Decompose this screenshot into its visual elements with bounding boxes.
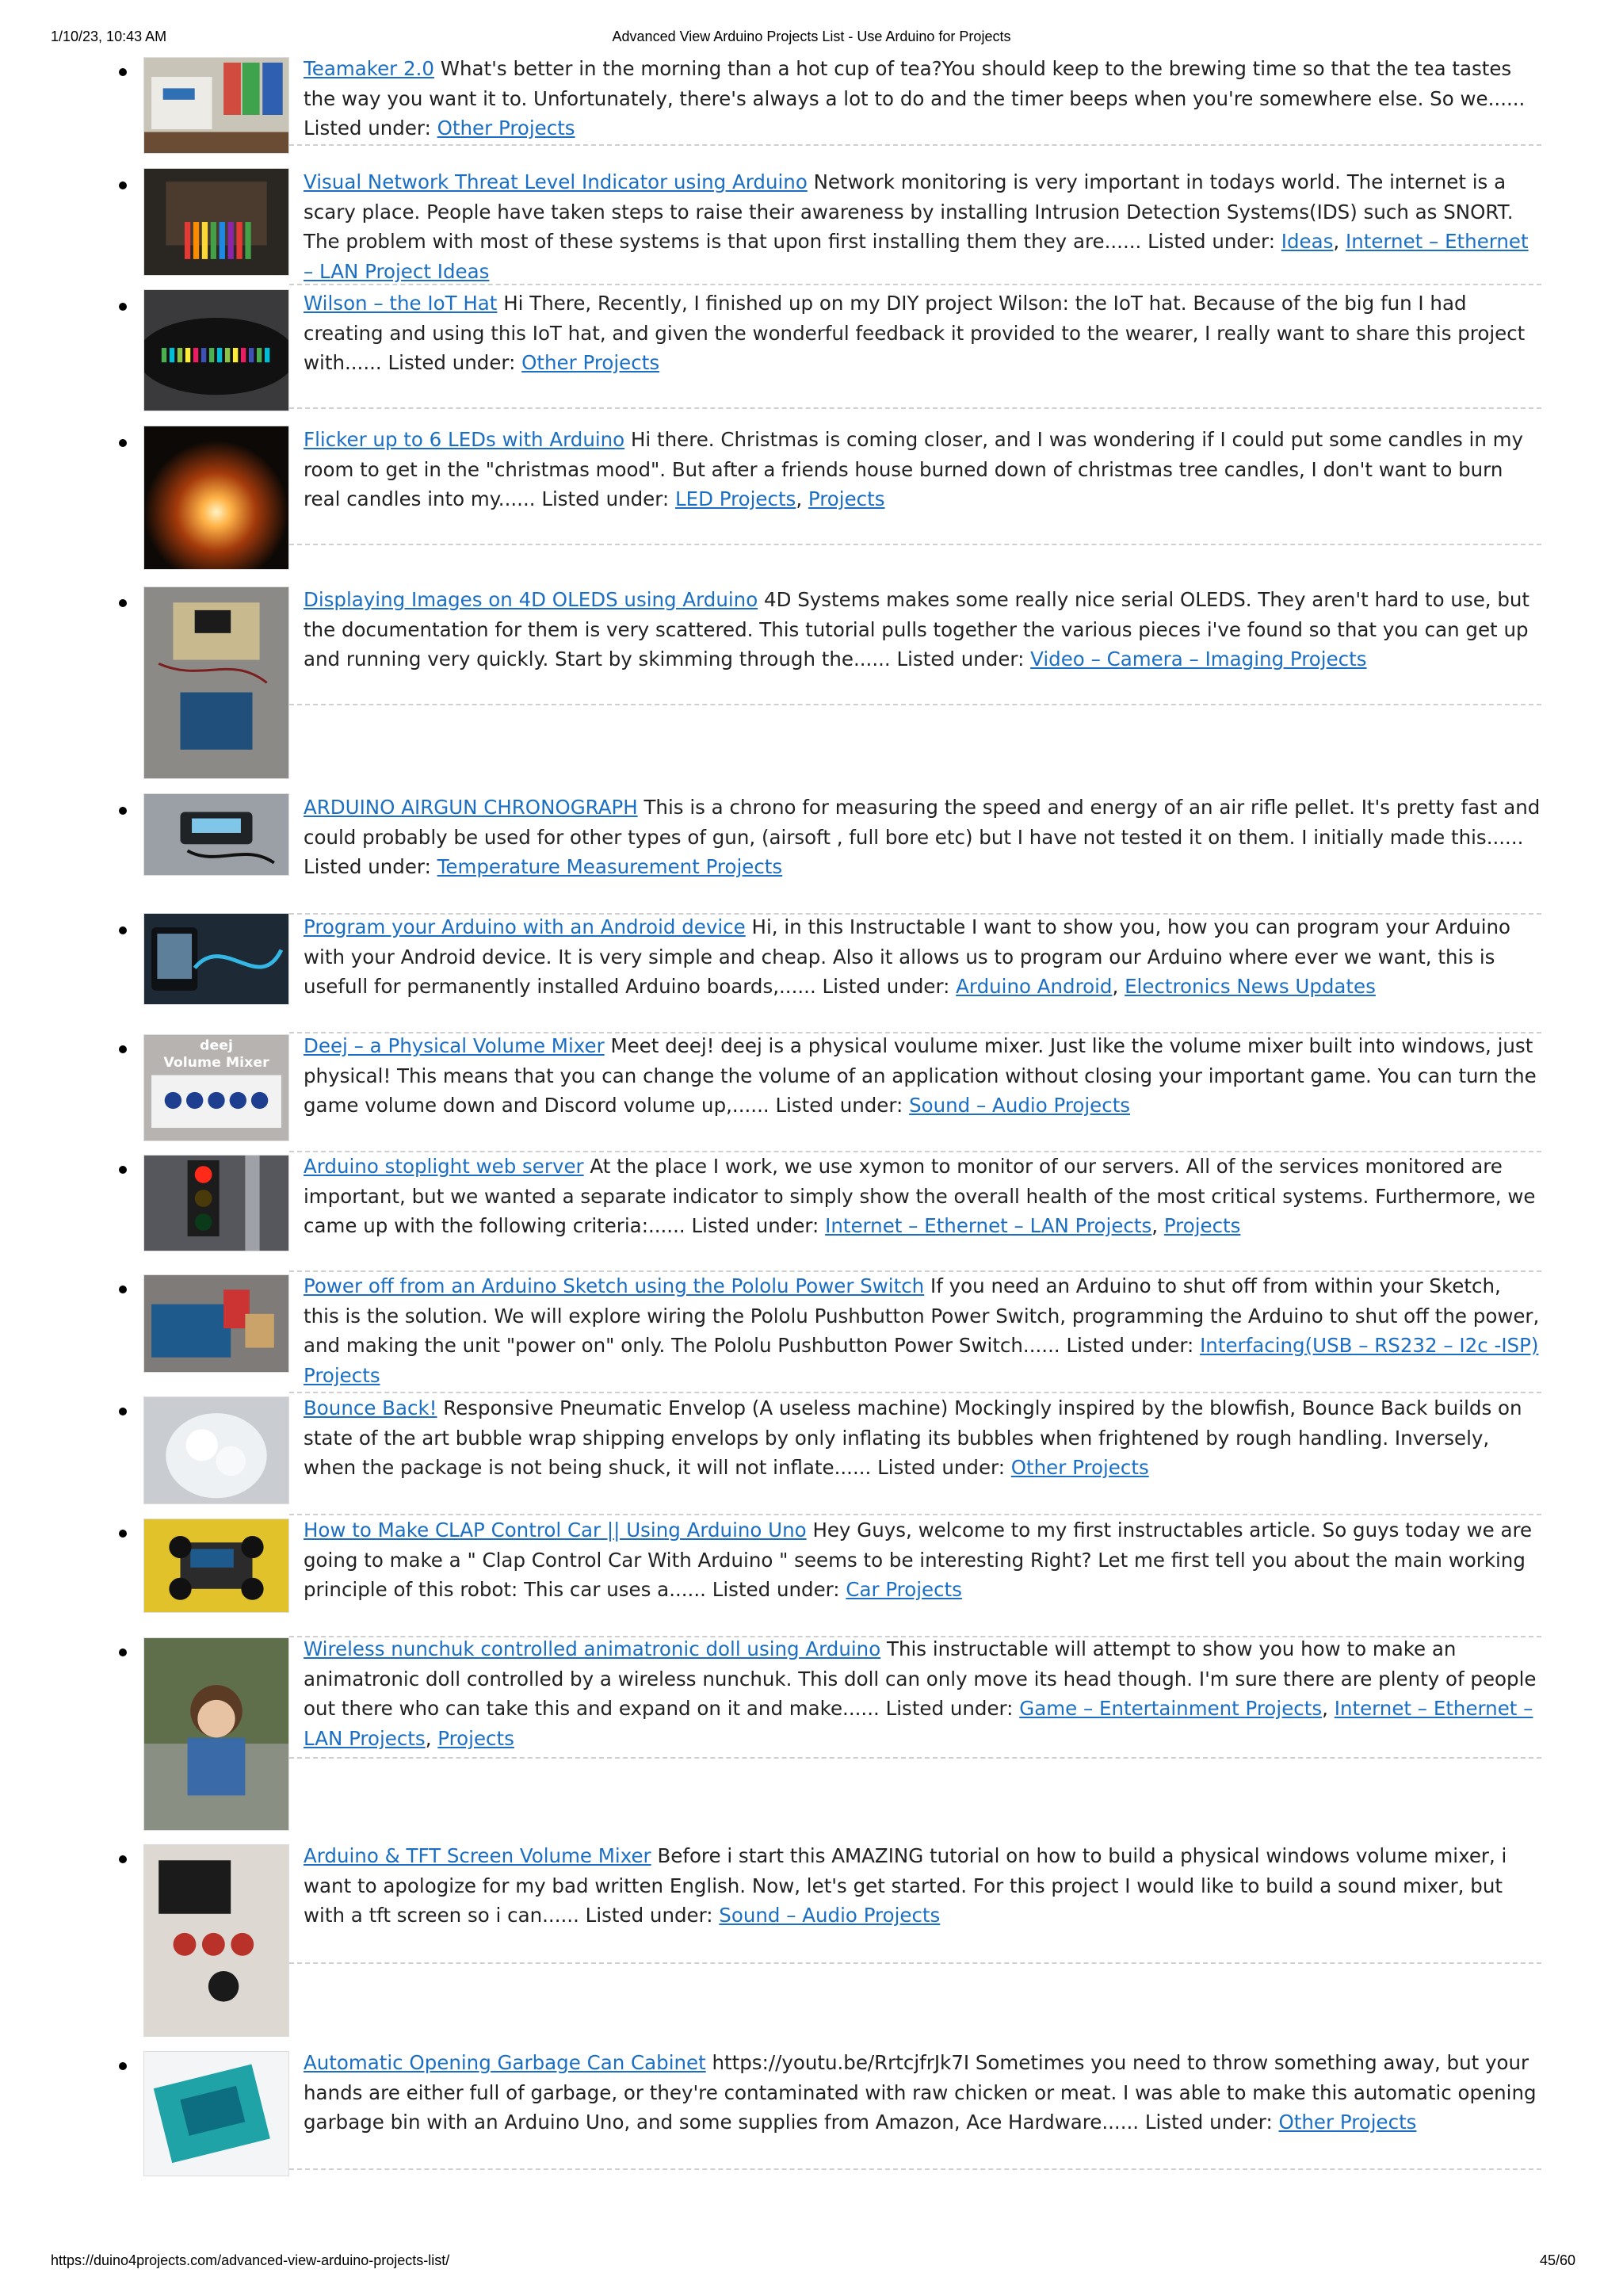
category-link[interactable]: Projects xyxy=(808,487,885,510)
category-link[interactable]: Projects xyxy=(1163,1214,1241,1237)
project-entry-text xyxy=(304,1393,1541,1483)
listed-under-label: Listed under: xyxy=(1148,230,1275,253)
project-thumbnail[interactable] xyxy=(143,913,289,1005)
entry-divider xyxy=(289,407,1541,409)
project-title-link[interactable]: Bounce Back! xyxy=(304,1396,437,1419)
project-thumbnail[interactable] xyxy=(143,289,289,411)
project-thumbnail[interactable] xyxy=(143,1519,289,1613)
list-bullet xyxy=(119,926,127,934)
project-thumbnail[interactable] xyxy=(143,1155,289,1251)
project-description: Meet deej! deej is a physical voulume mixer. Just like the volume mixer built into windows, just physical! This means that you can change the volume of an application without closing your important game. You can turn the game volume down and Discord volume up,...... xyxy=(304,1034,1537,1117)
category-link[interactable]: Temperature Measurement Projects xyxy=(437,855,783,878)
project-thumbnail[interactable] xyxy=(143,586,289,779)
project-entry-text xyxy=(304,1515,1541,1605)
project-thumbnail[interactable] xyxy=(143,426,289,570)
print-footer xyxy=(0,2252,1623,2284)
thumbnail-caption: deej xyxy=(200,1037,233,1054)
listed-under-label: Listed under: xyxy=(896,648,1025,670)
project-thumbnail[interactable] xyxy=(143,793,289,876)
project-description: Hi, in this Instructable I want to show you, how you can program your Arduino with your Android device. It is very simple and cheap. Also it allows us to program our Arduino where ever we want, this is usefull for permanently installed Arduino boards,...... xyxy=(304,915,1511,998)
category-link[interactable]: Internet – Ethernet – LAN Projects xyxy=(304,1697,1533,1750)
entry-divider xyxy=(289,1757,1541,1759)
project-thumbnail[interactable] xyxy=(143,1396,289,1504)
candle-glow-photo xyxy=(144,426,288,569)
listed-under-label: Listed under: xyxy=(885,1697,1014,1720)
list-bullet xyxy=(119,68,127,76)
listed-under-label: Listed under: xyxy=(712,1578,840,1601)
project-thumbnail[interactable] xyxy=(143,2051,289,2176)
project-thumbnail[interactable] xyxy=(143,1034,289,1141)
entry-divider xyxy=(289,1962,1541,1964)
entry-divider xyxy=(289,544,1541,545)
listed-under-label: Listed under: xyxy=(304,855,431,878)
print-datetime: 1/10/23, 10:43 AM xyxy=(51,29,167,44)
project-entry-text: Arduino stoplight web server At the place I work, we use xymon to monitor of our servers. All of the services monitored are important, but we wanted a separate indicator to simply show the overall health of the most critical systems. Furthermore, we came up with the following criteria:...... Listed under: Internet – Ethernet – LAN Projects, Projects xyxy=(304,1155,1536,1237)
project-description: At the place I work, we use xymon to monitor of our servers. All of the services monitored are important, but we wanted a separate indicator to simply show the overall health of the most critical systems. Furthermore, we came up with the following criteria:...... xyxy=(304,1155,1536,1237)
project-title-link[interactable]: Wilson – the IoT Hat xyxy=(304,292,498,315)
category-link[interactable]: Projects xyxy=(437,1726,514,1750)
thumbnail-caption: Volume Mixer xyxy=(163,1054,269,1071)
listed-under-label: Listed under: xyxy=(775,1094,903,1117)
list-bullet xyxy=(119,1045,127,1053)
list-bullet xyxy=(119,1530,127,1538)
project-thumbnail[interactable] xyxy=(143,1844,289,2037)
list-bullet xyxy=(119,807,127,815)
list-bullet xyxy=(119,599,127,607)
project-title-link[interactable]: Arduino & TFT Screen Volume Mixer xyxy=(304,1844,651,1867)
category-link[interactable]: Other Projects xyxy=(1278,2111,1417,2134)
category-link[interactable]: Other Projects xyxy=(437,117,575,139)
category-link[interactable]: Ideas xyxy=(1281,230,1334,253)
category-link[interactable]: Game – Entertainment Projects xyxy=(1019,1697,1323,1720)
category-link[interactable]: Interfacing(USB – RS232 – I2c -ISP) Projects xyxy=(304,1334,1539,1387)
listed-under-label: Listed under: xyxy=(822,975,950,998)
list-bullet xyxy=(119,2062,127,2070)
project-description: Hi There, Recently, I finished up on my DIY project Wilson: the IoT hat. Because of the big fun I had creating and using this IoT hat, and given the wonderful feedback it provided to the wearer, I really want to share this project with...... xyxy=(304,292,1526,374)
led-hat-photo xyxy=(144,290,288,411)
list-bullet xyxy=(119,1408,127,1415)
list-bullet xyxy=(119,181,127,189)
project-title-link[interactable]: Flicker up to 6 LEDs with Arduino xyxy=(304,428,625,451)
list-bullet xyxy=(119,1648,127,1656)
project-title-link[interactable]: Program your Arduino with an Android device xyxy=(304,915,746,938)
pololu-switch-photo xyxy=(144,1275,288,1372)
project-description: If you need an Arduino to shut off from within your Sketch, this is the solution. We will explore wiring the Pololu Pushbutton Power Switch, programming the Arduino to shut off the power, and making the unit "power on" only. The Pololu Pushbutton Power Switch...... xyxy=(304,1274,1540,1357)
project-title-link[interactable]: Teamaker 2.0 xyxy=(304,57,434,80)
project-title-link[interactable]: Automatic Opening Garbage Can Cabinet xyxy=(304,2051,706,2074)
project-description: https://youtu.be/RrtcjfrJk7I Sometimes you need to throw something away, but your hands are either full of garbage, or they're contaminated with raw chicken or meat. I was able to make this automatic opening garbage bin with an Arduino Uno, and some supplies from Amazon, Ace Hardware...... xyxy=(304,2051,1537,2134)
category-link[interactable]: Internet – Ethernet – LAN Projects xyxy=(825,1214,1152,1237)
entry-divider xyxy=(289,2168,1541,2170)
project-entry-text xyxy=(304,288,1541,378)
listed-under-label: Listed under: xyxy=(691,1214,819,1237)
category-link[interactable]: Sound – Audio Projects xyxy=(909,1094,1131,1117)
entry-divider xyxy=(289,704,1541,705)
chronograph-photo xyxy=(144,794,288,875)
project-entry-text xyxy=(304,2048,1541,2137)
project-description: Network monitoring is very important in todays world. The internet is a scary place. People have taken steps to raise their awareness by installing Intrusion Detection Systems(IDS) such as SNORT. The problem with most of these systems is that upon first installing them they are...... xyxy=(304,170,1514,253)
project-entry-text xyxy=(304,1841,1541,1931)
led-bar-photo xyxy=(144,169,288,275)
entry-divider xyxy=(289,284,1541,285)
stoplight-photo xyxy=(144,1156,288,1251)
category-link[interactable]: Arduino Android xyxy=(956,975,1113,998)
category-link[interactable]: Sound – Audio Projects xyxy=(719,1904,941,1927)
list-bullet xyxy=(119,1286,127,1293)
category-link[interactable]: Electronics News Updates xyxy=(1125,975,1376,998)
project-title-link[interactable]: Power off from an Arduino Sketch using the Pololu Power Switch xyxy=(304,1274,925,1297)
project-description: Before i start this AMAZING tutorial on how to build a physical windows volume mixer, i want to apologize for my bad written English. Now, let's get started. For this project I would like to build a sound mixer, but with a tft screen so i can...... xyxy=(304,1844,1507,1927)
project-entry-text: Flicker up to 6 LEDs with Arduino Hi there. Christmas is coming closer, and I was wondering if I could put some candles in my room to get in the "christmas mood". But after a friends house burned down of christmas tree candles, I don't want to burn real candles into my...... Listed under: LED Projects, Projects xyxy=(304,428,1524,510)
list-bullet xyxy=(119,1855,127,1863)
project-title-link[interactable]: ARDUINO AIRGUN CHRONOGRAPH xyxy=(304,796,638,819)
volume-mixer-photo xyxy=(144,1035,288,1140)
category-link[interactable]: Internet – Ethernet – LAN Project Ideas xyxy=(304,230,1529,283)
page-title: Advanced View Arduino Projects List - Use Arduino for Projects xyxy=(612,29,1011,44)
listed-under-label: Listed under: xyxy=(388,351,516,374)
project-description: Hi there. Christmas is coming closer, and I was wondering if I could put some candles in my room to get in the "christmas mood". But after a friends house burned down of christmas tree candles, I don't want to burn real candles into my...... xyxy=(304,428,1524,510)
project-entry-text xyxy=(304,54,1541,143)
project-entry-text xyxy=(304,585,1541,674)
arduino-uno-box-photo xyxy=(144,2052,288,2176)
page-url: https://duino4projects.com/advanced-view-arduino-projects-list/ xyxy=(51,2252,450,2268)
robot-car-photo xyxy=(144,1519,288,1612)
category-link[interactable]: LED Projects xyxy=(674,487,796,510)
project-title-link[interactable]: Wireless nunchuk controlled animatronic doll using Arduino xyxy=(304,1637,881,1660)
project-description: Responsive Pneumatic Envelop (A useless machine) Mockingly inspired by the blowfish, Bounce Back builds on state of the art bubble wrap shipping envelops by only inflating its bubbles when frightened by rough handling. Inversely, when the package is not being shuck, it will not inflate...... xyxy=(304,1396,1522,1479)
oled-breadboard-photo xyxy=(144,587,288,778)
category-link[interactable]: Other Projects xyxy=(521,351,660,374)
category-link[interactable]: Car Projects xyxy=(846,1578,962,1601)
list-bullet xyxy=(119,439,127,447)
bubble-envelope-photo xyxy=(144,1397,288,1503)
doll-photo xyxy=(144,1638,288,1830)
project-thumbnail[interactable] xyxy=(143,168,289,276)
listed-under-label: Listed under: xyxy=(585,1904,713,1927)
project-title-link[interactable]: Displaying Images on 4D OLEDS using Arduino xyxy=(304,588,758,611)
project-title-link[interactable]: Deej – a Physical Volume Mixer xyxy=(304,1034,605,1057)
project-entry-text: Visual Network Threat Level Indicator using Arduino Network monitoring is very important in todays world. The internet is a scary place. People have taken steps to raise their awareness by installing Intrusion Detection Systems(IDS) such as SNORT. The problem with most of these systems is that upon first installing them they are...... Listed under: Ideas, Internet – Ethernet – LAN Project Ideas xyxy=(304,170,1529,283)
project-entry-text xyxy=(304,1271,1541,1390)
project-description: Hey Guys, welcome to my first instructables article. So guys today we are going to make a " Clap Control Car With Arduino " seems to be interesting Right? Let me first tell you about the main working principle of this robot: This car uses a...... xyxy=(304,1519,1533,1601)
project-thumbnail[interactable] xyxy=(143,57,289,154)
project-description: This is a chrono for measuring the speed and energy of an air rifle pellet. It's pretty fast and could probably be used for other types of gun, (airsoft , full bore etc) but I have not tested it on them. I initially made this...... xyxy=(304,796,1541,849)
category-link[interactable]: Video – Camera – Imaging Projects xyxy=(1030,648,1367,670)
page-number: 45/60 xyxy=(1539,2252,1575,2268)
list-bullet xyxy=(119,1166,127,1174)
project-entry-text xyxy=(304,1031,1541,1121)
project-description: 4D Systems makes some really nice serial OLEDS. They aren't hard to use, but the documentation for them is very scattered. This tutorial pulls together the various pieces i've found so that you can get up and running very quickly. Start by skimming through the...... xyxy=(304,588,1530,670)
entry-divider xyxy=(289,144,1541,146)
category-link[interactable]: Other Projects xyxy=(1010,1456,1149,1479)
project-entry-text xyxy=(304,793,1541,882)
project-title-link[interactable]: Arduino stoplight web server xyxy=(304,1155,584,1178)
project-description: This instructable will attempt to show you how to make an animatronic doll controlled by a wireless nunchuk. This doll can only move its head though. I'm sure there are plenty of people out there who can take this and expand on it and make...... xyxy=(304,1637,1537,1720)
project-entry-text: Wireless nunchuk controlled animatronic doll using Arduino This instructable will attempt to show you how to make an animatronic doll controlled by a wireless nunchuk. This doll can only move its head though. I'm sure there are plenty of people out there who can take this and expand on it and make...... Listed under: Game – Entertainment Projects, Internet – Ethernet – LAN Projects, Projects xyxy=(304,1637,1537,1750)
tea-machine-photo xyxy=(144,58,288,153)
list-bullet xyxy=(119,303,127,311)
listed-under-label: Listed under: xyxy=(541,487,670,510)
project-title-link[interactable]: Visual Network Threat Level Indicator using Arduino xyxy=(304,170,808,193)
project-entry-text: Program your Arduino with an Android device Hi, in this Instructable I want to show you, how you can program your Arduino with your Android device. It is very simple and cheap. Also it allows us to program our Arduino where ever we want, this is usefull for permanently installed Arduino boards,...... Listed under: Arduino Android, Electronics News Updates xyxy=(304,915,1511,998)
listed-under-label: Listed under: xyxy=(1144,2111,1273,2134)
listed-under-label: Listed under: xyxy=(304,117,431,139)
listed-under-label: Listed under: xyxy=(877,1456,1005,1479)
android-cable-photo xyxy=(144,914,288,1004)
project-description: What's better in the morning than a hot cup of tea?You should keep to the brewing time so that the tea tastes the way you want it to. Unfortunately, there's always a lot to do and the timer beeps when you're somewhere else. So we...... xyxy=(304,57,1526,110)
listed-under-label: Listed under: xyxy=(1066,1334,1194,1357)
project-thumbnail[interactable] xyxy=(143,1274,289,1373)
project-thumbnail[interactable] xyxy=(143,1637,289,1831)
tft-mixer-photo xyxy=(144,1845,288,2036)
project-title-link[interactable]: How to Make CLAP Control Car || Using Arduino Uno xyxy=(304,1519,807,1541)
